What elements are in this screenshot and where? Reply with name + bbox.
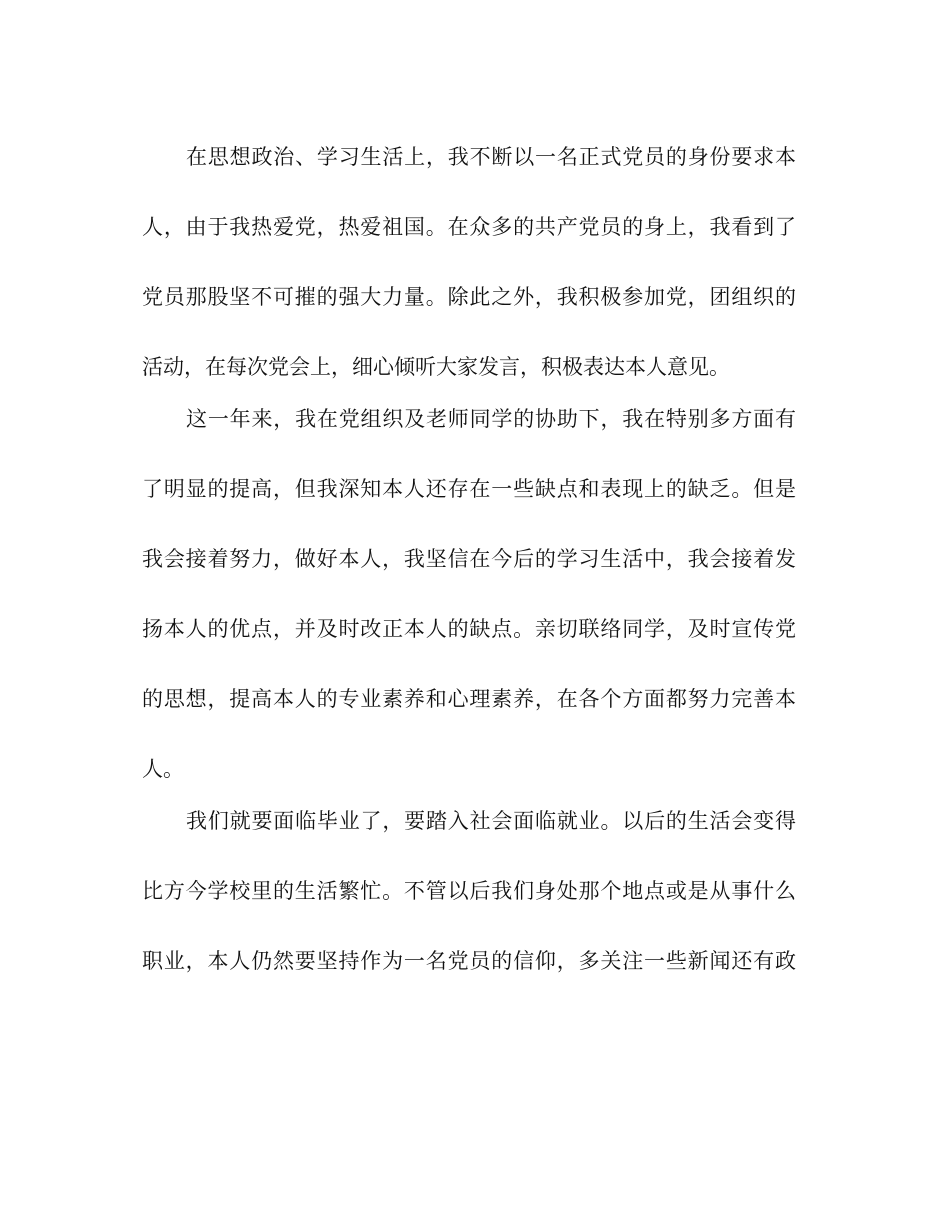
paragraph-1-line-1: 在思想政治、学习生活上，我不断以一名正式党员的身份要求本 [186, 145, 796, 169]
paragraph-2-line-3: 我会接着努力，做好本人，我坚信在今后的学习生活中，我会接着发 [142, 547, 796, 571]
paragraph-3-line-1: 我们就要面临毕业了，要踏入社会面临就业。以后的生活会变得 [186, 809, 796, 833]
paragraph-2-line-6: 人。 [142, 757, 184, 781]
paragraph-2-line-5: 的思想，提高本人的专业素养和心理素养，在各个方面都努力完善本 [142, 687, 796, 711]
paragraph-2-line-4: 扬本人的优点，并及时改正本人的缺点。亲切联络同学，及时宣传党 [142, 617, 796, 641]
document-body [142, 130, 796, 1004]
paragraph-1-line-4: 活动，在每次党会上，细心倾听大家发言，积极表达本人意见。 [142, 355, 730, 379]
paragraph-1-line-3: 党员那股坚不可摧的强大力量。除此之外，我积极参加党，团组织的 [142, 285, 796, 309]
paragraph-2-line-1: 这一年来，我在党组织及老师同学的协助下，我在特别多方面有 [186, 407, 796, 431]
paragraph-2-line-2: 了明显的提高，但我深知本人还存在一些缺点和表现上的缺乏。但是 [142, 477, 796, 501]
paragraph-1-line-2: 人，由于我热爱党，热爱祖国。在众多的共产党员的身上，我看到了 [142, 215, 796, 239]
paragraph-3-line-3: 职业，本人仍然要坚持作为一名党员的信仰，多关注一些新闻还有政 [142, 949, 796, 973]
paragraph-3-line-2: 比方今学校里的生活繁忙。不管以后我们身处那个地点或是从事什么 [142, 879, 796, 903]
